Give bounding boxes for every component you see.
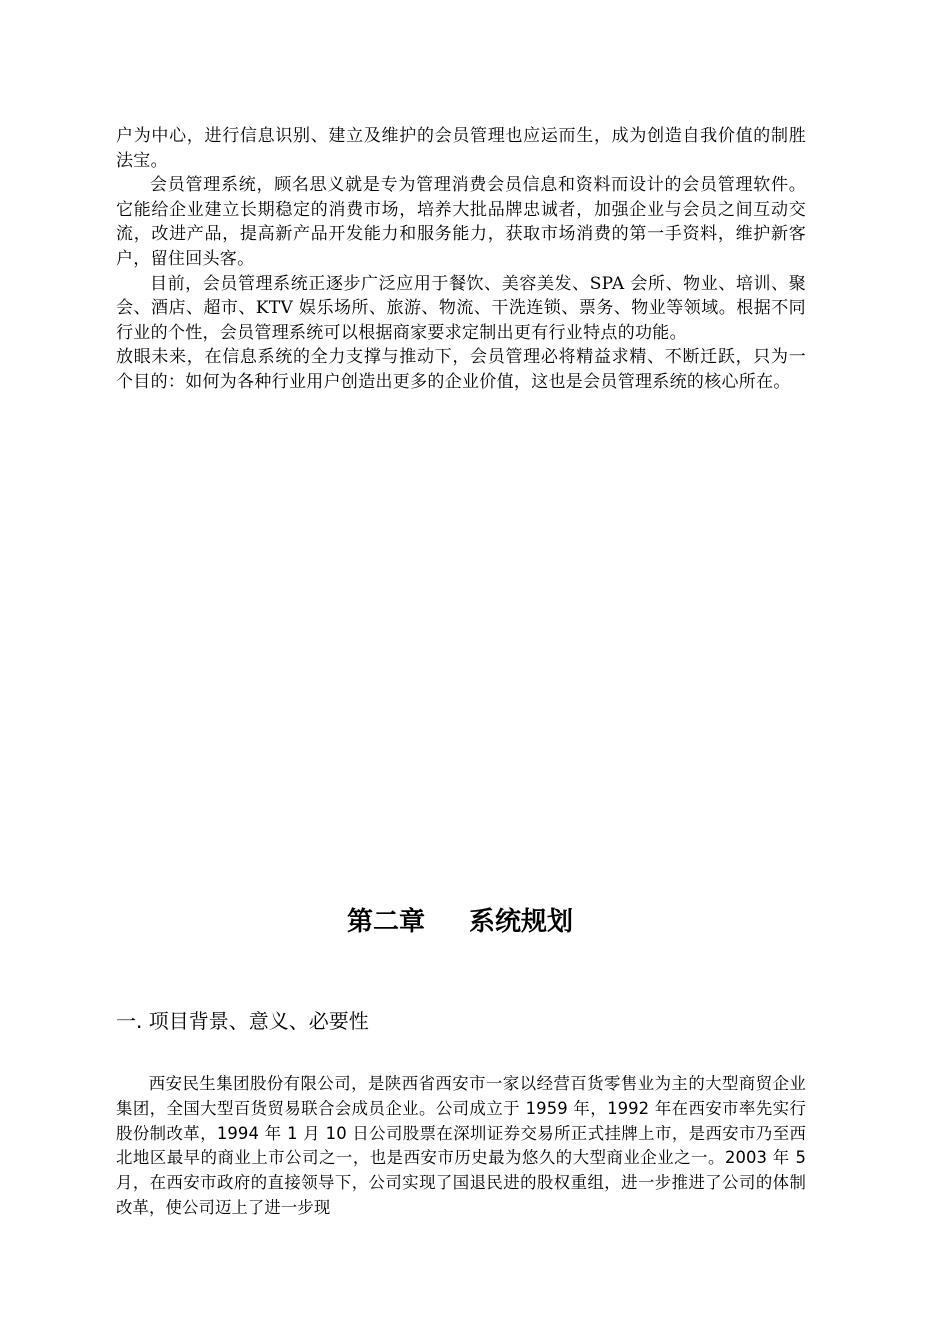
intro-text-block <box>116 124 806 395</box>
paragraph-industry-applications: 目前，会员管理系统正逐步广泛应用于餐饮、美容美发、SPA 会所、物业、培训、聚会、酒店、超市、KTV 娱乐场所、旅游、物流、干洗连锁、票务、物业等领域。根据不同行业的个性，会员管理系统可以根据商家要求定制出更有行业特点的功能。 <box>116 273 806 343</box>
section-heading: 一. 项目背景、意义、必要性 <box>116 1009 369 1033</box>
chapter-title: 系统规划 <box>469 907 574 937</box>
paragraph-company-background: 西安民生集团股份有限公司，是陕西省西安市一家以经营百货零售业为主的大型商贸企业集团，全国大型百货贸易联合会成员企业。公司成立于 1959 年，1992 年在西安市率先实行股份制改革，1994 年 1 月 10 日公司股票在深圳证券交易所正式挂牌上市，是西安市乃至西北地区最早的商业上市公司之一，也是西安市历史最为悠久的大型商业企业之一。2003 年 5 月，在西安市政府的直接领导下，公司实现了国退民进的股权重组，进一步推进了公司的体制改革，使公司迈上了进一步现 <box>116 1074 806 1217</box>
paragraph-continuation: 户为中心，进行信息识别、建立及维护的会员管理也应运而生，成为创造自我价值的制胜法宝。 <box>116 126 806 171</box>
chapter-number: 第二章 <box>346 907 425 937</box>
paragraph-membership-system-definition: 会员管理系统，顾名思义就是专为管理消费会员信息和资料而设计的会员管理软件。它能给企业建立长期稳定的消费市场，培养大批品牌忠诚者，加强企业与会员之间互动交流，改进产品，提高新产品开发能力和服务能力，获取市场消费的第一手资料，维护新客户，留住回头客。 <box>116 175 806 269</box>
section-text-block <box>116 1072 806 1221</box>
chapter-heading <box>0 900 920 944</box>
paragraph-future-outlook: 放眼未来，在信息系统的全力支撑与推动下，会员管理必将精益求精、不断迁跃，只为一个目的：如何为各种行业用户创造出更多的企业价值，这也是会员管理系统的核心所在。 <box>116 347 806 392</box>
